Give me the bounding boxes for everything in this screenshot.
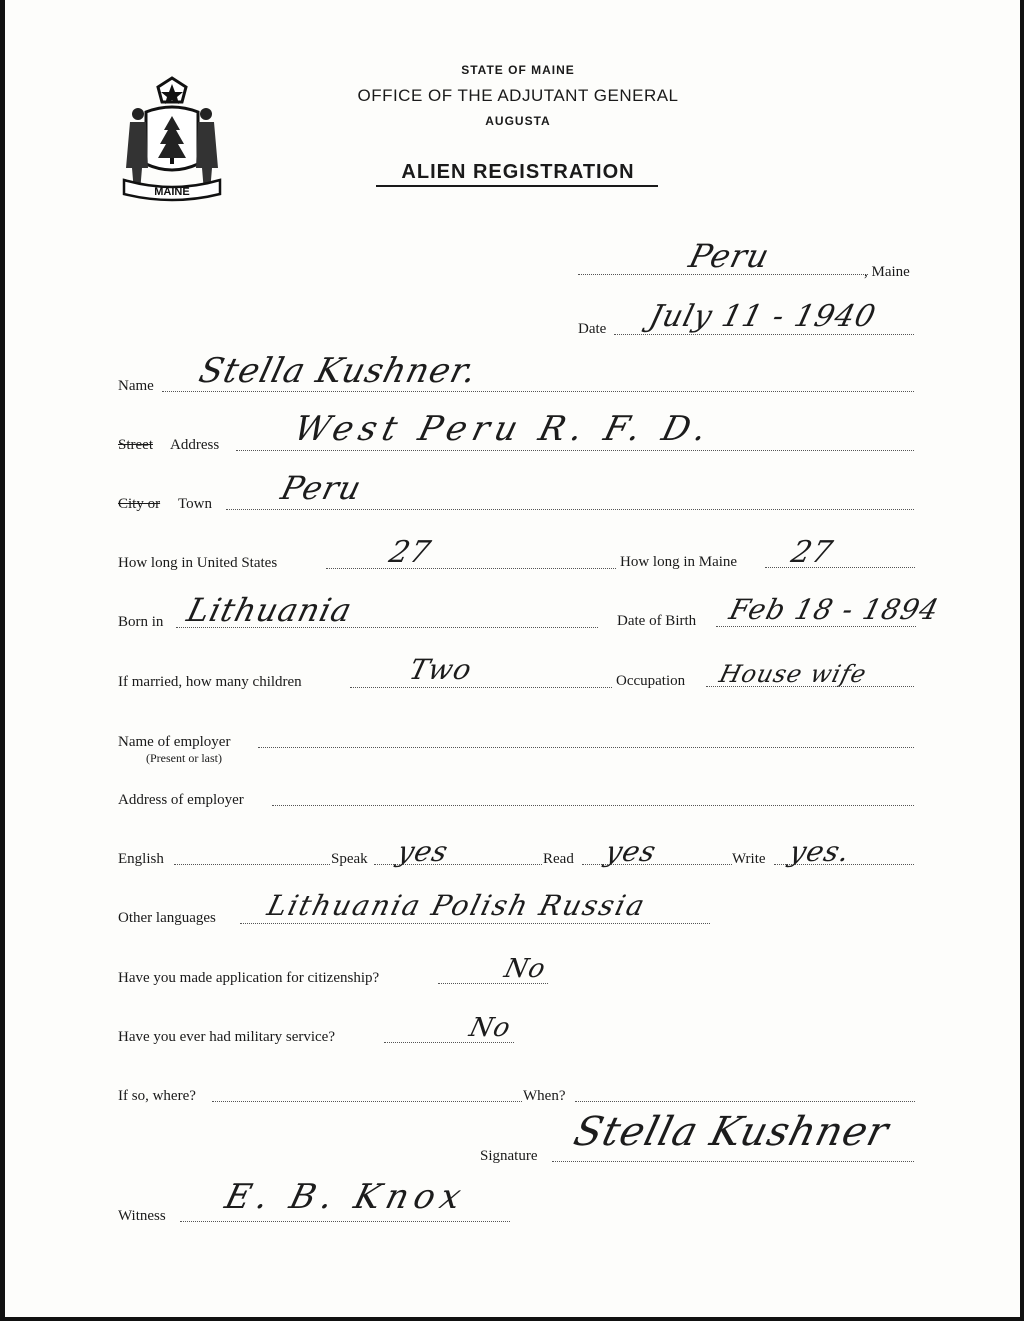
employer-name-sublabel: (Present or last)	[146, 751, 222, 765]
employer-name-label: Name of employer	[118, 734, 231, 750]
date-of-birth-line	[716, 626, 916, 627]
english-line-1	[174, 864, 330, 865]
address-value: West Peru R. F. D.	[290, 409, 717, 449]
place-label: , Maine	[864, 264, 910, 280]
town-line	[226, 509, 914, 510]
read-label: Read	[543, 851, 574, 867]
header-city: AUGUSTA	[485, 114, 551, 128]
date-of-birth-value: Feb 18 - 1894	[726, 593, 943, 626]
witness-line	[180, 1221, 510, 1222]
town-value: Peru	[277, 469, 366, 507]
military-value: No	[466, 1013, 515, 1043]
years-maine-label: How long in Maine	[620, 554, 738, 570]
children-value: Two	[406, 653, 476, 686]
signature-label: Signature	[480, 1148, 538, 1164]
write-value: yes.	[786, 835, 854, 868]
born-in-label: Born in	[118, 614, 164, 630]
speak-value: yes	[394, 835, 453, 868]
children-line	[350, 687, 612, 688]
citizenship-label: Have you made application for citizenship?	[118, 970, 380, 986]
where-line	[212, 1101, 522, 1102]
born-in-value: Lithuania	[183, 591, 357, 629]
date-line	[614, 334, 914, 335]
name-value: Stella Kushner.	[195, 351, 482, 391]
form-title: ALIEN REGISTRATION	[401, 161, 635, 183]
write-label: Write	[732, 851, 766, 867]
date-value: July 11 - 1940	[645, 299, 880, 334]
header-state: STATE OF MAINE	[461, 63, 575, 77]
employer-name-line	[258, 747, 914, 748]
name-label: Name	[118, 378, 154, 394]
scan-border-left	[0, 0, 5, 1321]
scan-border-bottom	[0, 1317, 1024, 1321]
signature-line	[552, 1161, 914, 1162]
when-line	[575, 1101, 915, 1102]
employer-address-label: Address of employer	[118, 792, 244, 808]
scan-border-right	[1020, 0, 1024, 1321]
years-us-label: How long in United States	[118, 555, 278, 571]
speak-label: Speak	[331, 851, 368, 867]
military-label: Have you ever had military service?	[118, 1029, 335, 1045]
other-languages-label: Other languages	[118, 910, 216, 926]
occupation-label: Occupation	[616, 673, 686, 689]
when-label: When?	[523, 1088, 566, 1104]
date-label: Date	[578, 321, 607, 337]
where-label: If so, where?	[118, 1088, 196, 1104]
place-value: Peru	[685, 237, 774, 275]
title-underline	[376, 185, 658, 187]
seal-banner-text: MAINE	[154, 186, 190, 198]
english-label: English	[118, 851, 164, 867]
employer-address-line	[272, 805, 914, 806]
name-line	[162, 391, 914, 392]
address-line	[236, 450, 914, 451]
signature-value: Stella Kushner	[569, 1109, 894, 1155]
date-of-birth-label: Date of Birth	[617, 613, 697, 629]
header-office: OFFICE OF THE ADJUTANT GENERAL	[357, 86, 679, 105]
years-us-value: 27	[385, 535, 435, 570]
witness-label: Witness	[118, 1208, 166, 1224]
occupation-value: House wife	[716, 660, 870, 688]
witness-value: E. B. Knox	[221, 1177, 471, 1217]
years-us-line	[326, 568, 616, 569]
town-struck-label: City or	[118, 496, 161, 512]
town-label: Town	[178, 496, 212, 512]
other-languages-line	[240, 923, 710, 924]
citizenship-value: No	[501, 954, 550, 984]
read-value: yes	[602, 835, 661, 868]
years-maine-value: 27	[787, 535, 837, 570]
children-label: If married, how many children	[118, 674, 302, 690]
other-languages-value: Lithuania Polish Russia	[264, 889, 650, 922]
address-label: Address	[170, 437, 220, 453]
address-struck-label: Street	[118, 437, 153, 453]
